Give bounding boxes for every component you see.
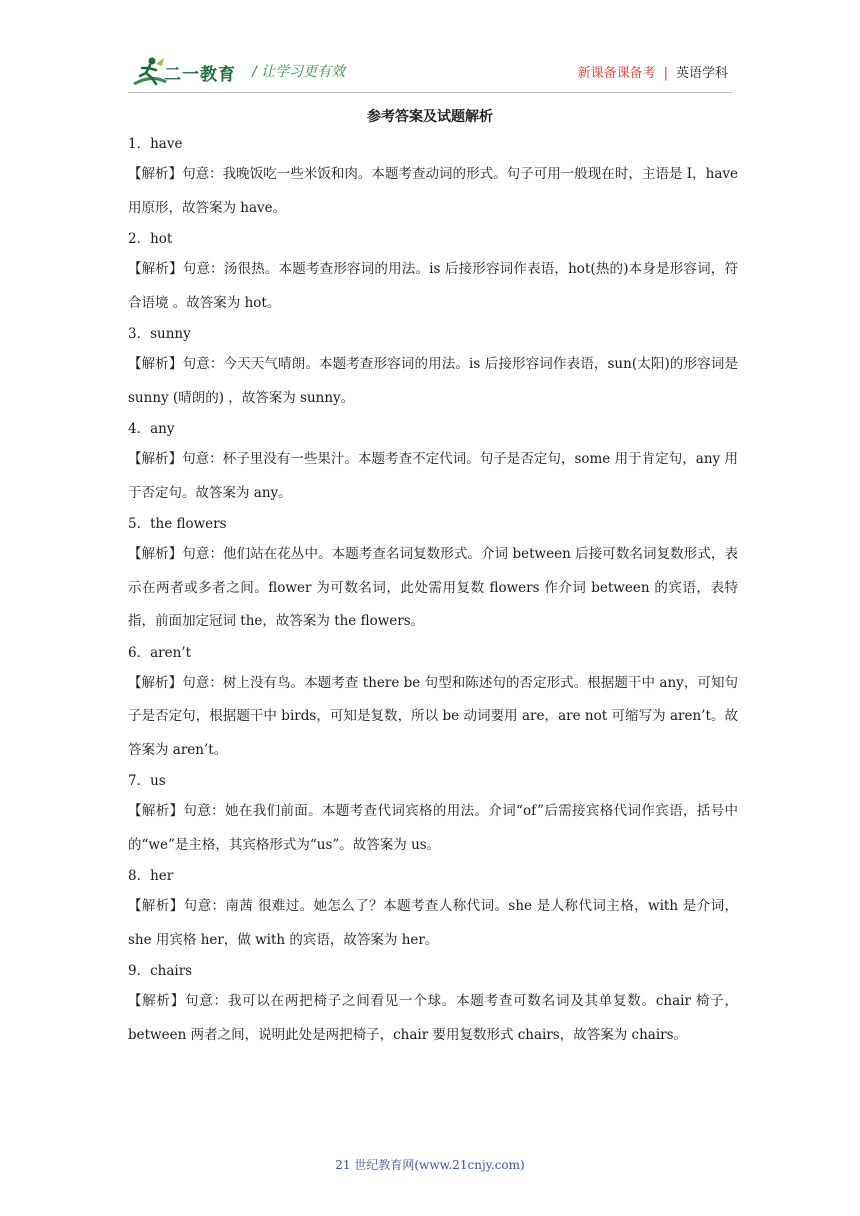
answer-item [128, 324, 738, 415]
explanation: 【解析】句意：她在我们前面。本题考查代词宾格的用法。介词“of”后需接宾格代词作宾语，括号中的“we”是主格，其宾格形式为“us”。故答案为 us。 [128, 803, 738, 853]
answer-line: 3．sunny [128, 326, 191, 342]
explanation: 【解析】句意：树上没有鸟。本题考查 there be 句型和陈述句的否定形式。根据题干中 any，可知句子是否定句，根据题干中 birds，可知是复数，所以 be 动词要用 are，are not 可缩写为 aren’t。故答案为 aren’t。 [128, 674, 738, 758]
answer-line: 1．have [128, 136, 183, 152]
answer-item [128, 419, 738, 510]
answer-item [128, 643, 738, 768]
explanation: 【解析】句意：他们站在花丛中。本题考查名词复数形式。介词 between 后接可数名词复数形式，表示在两者或多者之间。flower 为可数名词，此处需用复数 flowers 作介词 between 的宾语，表特指，前面加定冠词 the，故答案为 the flowers。 [128, 546, 738, 629]
answer-line: 7．us [128, 773, 166, 789]
header-course-label: 新课备课备考 [577, 66, 656, 81]
answer-line: 4．any [128, 421, 175, 437]
header-right [578, 62, 728, 81]
explanation: 【解析】句意：汤很热。本题考查形容词的用法。is 后接形容词作表语，hot(热的)本身是形容词，符合语境 。故答案为 hot。 [128, 261, 738, 311]
logo-text: 二一教育 [164, 65, 236, 85]
page-header [128, 52, 732, 93]
document-title: 参考答案及试题解析 [367, 109, 493, 125]
answer-item [128, 134, 738, 225]
slogan: / 让学习更有效 [252, 64, 346, 80]
page-footer[interactable]: 21 世纪教育网(www.21cnjy.com) [335, 1158, 525, 1172]
answer-item [128, 771, 738, 862]
answer-list [128, 134, 738, 1056]
header-subject: 英语学科 [675, 66, 728, 81]
explanation: 【解析】句意：今天天气晴朗。本题考查形容词的用法。is 后接形容词作表语，sun(太阳)的形容词是 sunny (晴朗的) ，故答案为 sunny。 [128, 356, 738, 406]
answer-line: 5．the flowers [128, 516, 227, 532]
explanation: 【解析】句意：我晚饭吃一些米饭和肉。本题考查动词的形式。句子可用一般现在时，主语是 I，have 用原形，故答案为 have。 [128, 166, 738, 216]
explanation: 【解析】句意：杯子里没有一些果汁。本题考查不定代词。句子是否定句，some 用于肯定句，any 用于否定句。故答案为 any。 [128, 451, 738, 501]
answer-item [128, 514, 738, 639]
answer-line: 2．hot [128, 231, 173, 247]
answer-line: 6．aren’t [128, 644, 191, 661]
answer-item [128, 961, 738, 1052]
answer-line: 9．chairs [128, 963, 193, 979]
answer-line: 8．her [128, 868, 174, 884]
answer-item [128, 866, 738, 957]
explanation: 【解析】句意：南茜 很难过。她怎么了？本题考查人称代词。she 是人称代词主格，with 是介词，she 用宾格 her，做 with 的宾语，故答案为 her。 [128, 898, 738, 948]
header-separator: | [663, 66, 668, 81]
explanation: 【解析】句意：我可以在两把椅子之间看见一个球。本题考查可数名词及其单复数。chair 椅子，between 两者之间，说明此处是两把椅子，chair 要用复数形式 chairs，故答案为 chairs。 [128, 993, 738, 1043]
answer-item [128, 229, 738, 320]
